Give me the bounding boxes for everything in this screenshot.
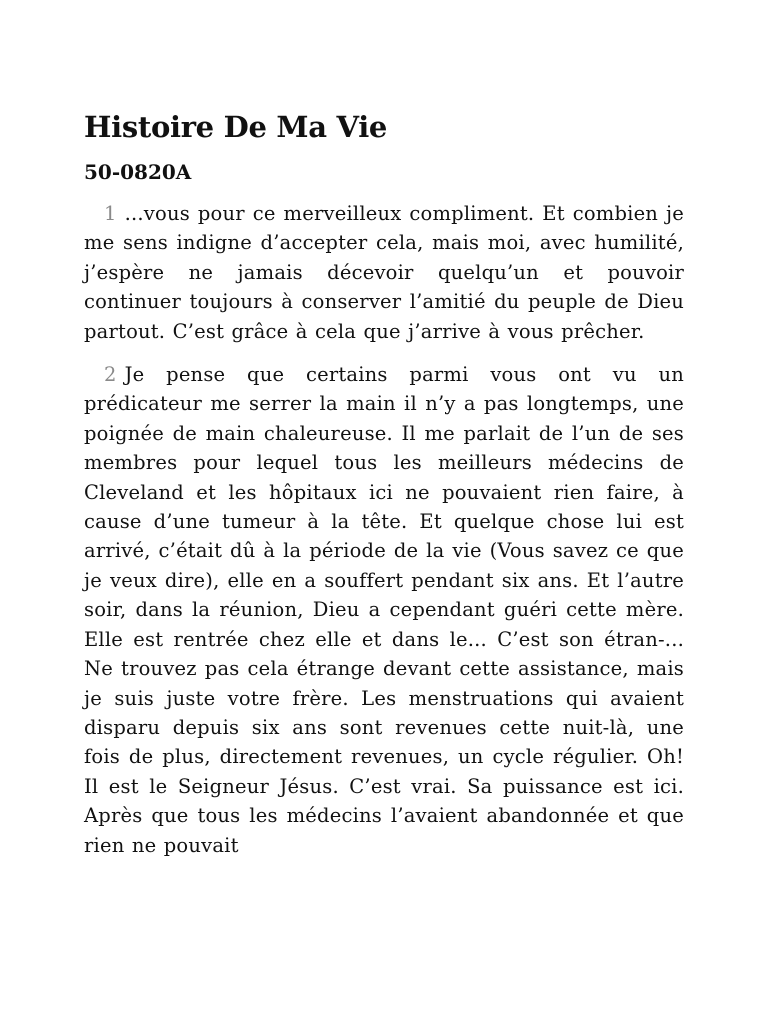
paragraph (84, 360, 684, 860)
document-page (84, 108, 684, 874)
paragraph (84, 199, 684, 346)
paragraph-number: 2 (104, 363, 117, 387)
paragraph-text: Je pense que certains parmi vous ont vu un prédicateur me serrer la main il n’y a pas longtemps, une poignée de main chaleureuse. Il me parlait de l’un de ses membres pour lequel tous les meilleurs médecins de Cleveland et les hôpitaux ici ne pouvaient rien faire, à cause d’une tumeur à la tête. Et quelque chose lui est arrivé, c’était dû à la période de la vie (Vous savez ce que je veux dire), elle en a souffert pendant six ans. Et l’autre soir, dans la réunion, Dieu a cependant guéri cette mère. Elle est rentrée chez elle et dans le... C’est son étran-... Ne trouvez pas cela étrange devant cette assistance, mais je suis juste votre frère. Les menstruations qui avaient disparu depuis six ans sont revenues cette nuit-là, une fois de plus, directement revenues, un cycle régulier. Oh! Il est le Seigneur Jésus. C’est vrai. Sa puissance est ici. Après que tous les médecins l’avaient abandonnée et que rien ne pouvait (84, 363, 684, 857)
paragraph-text: ...vous pour ce merveilleux compliment. Et combien je me sens indigne d’accepter cela, mais moi, avec humilité, j’espère ne jamais décevoir quelqu’un et pouvoir continuer toujours à conserver l’amitié du peuple de Dieu partout. C’est grâce à cela que j’arrive à vous prêcher. (84, 202, 684, 343)
paragraph-number: 1 (104, 202, 117, 225)
sermon-code: 50-0820A (84, 160, 192, 184)
document-title: Histoire De Ma Vie (84, 110, 388, 144)
